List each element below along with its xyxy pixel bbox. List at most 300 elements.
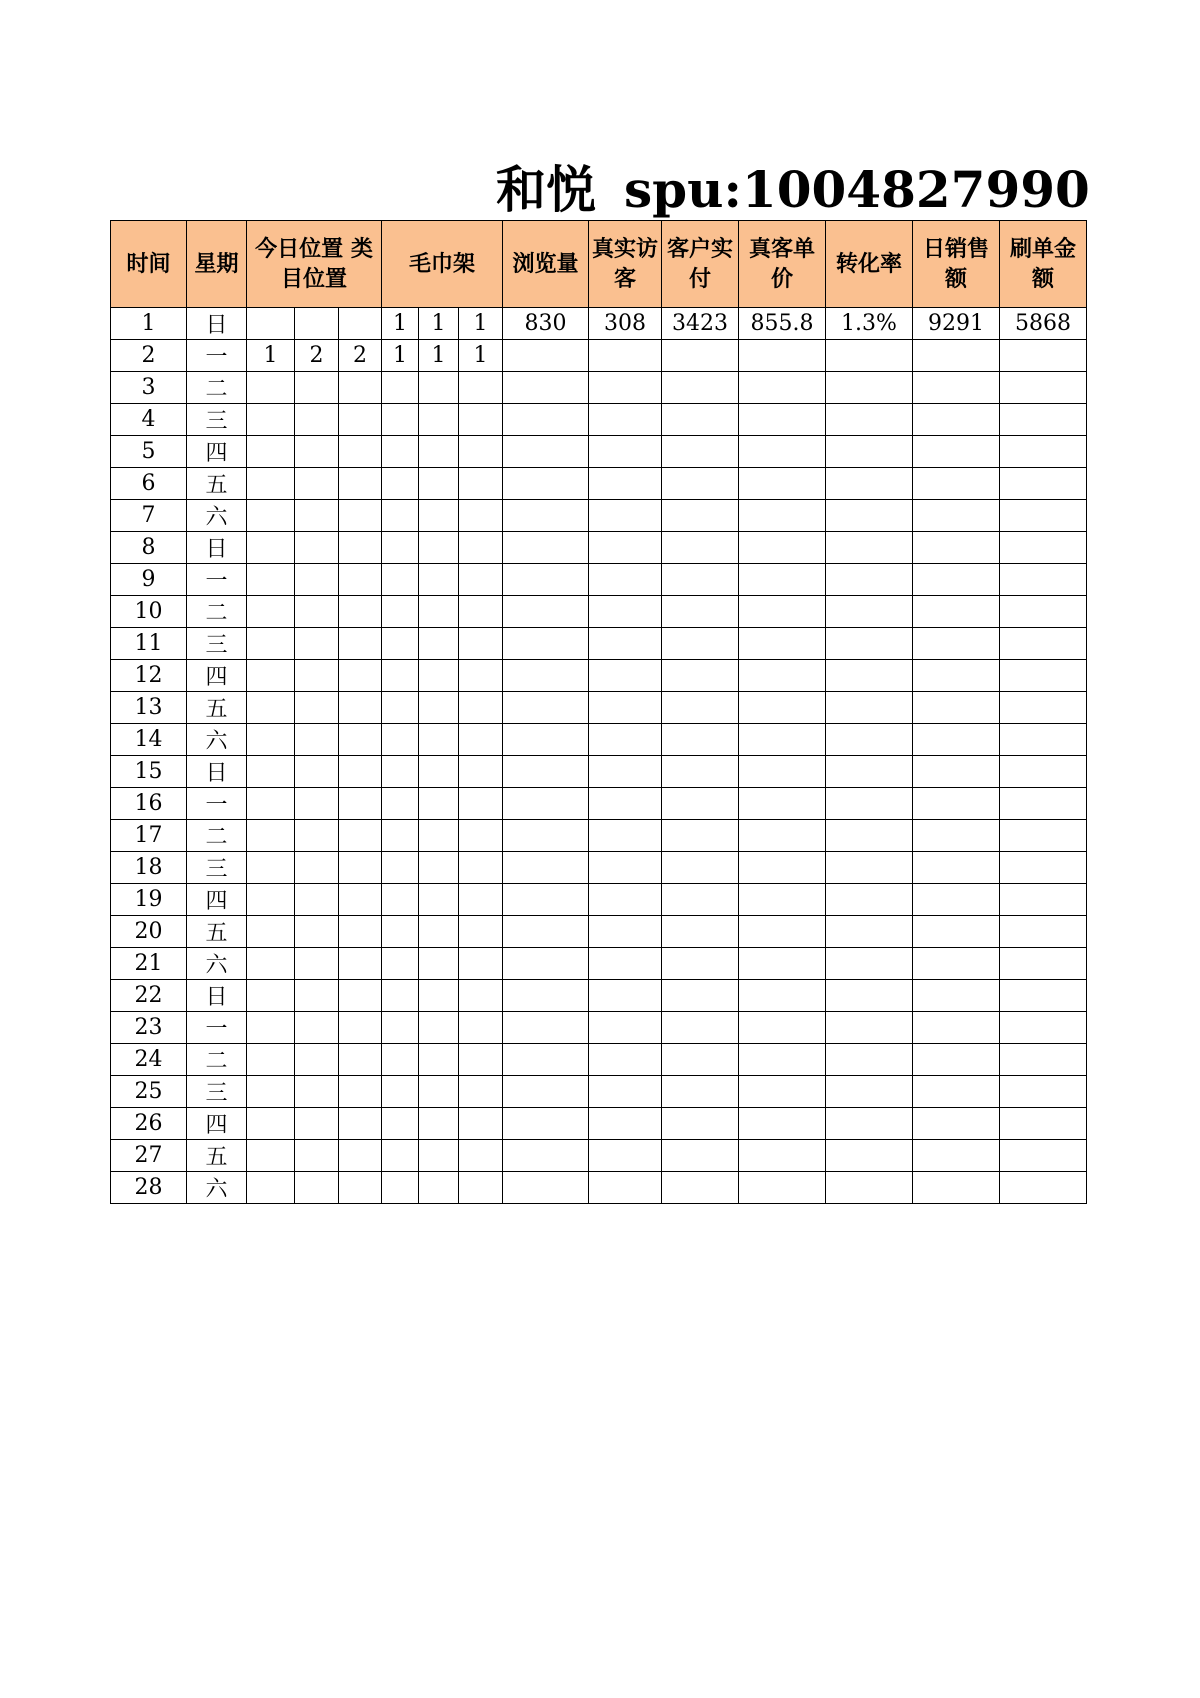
cell-rack-1 xyxy=(382,660,419,692)
header-position: 今日位置 类目位置 xyxy=(247,221,382,308)
header-customer-paid: 客户实付 xyxy=(662,221,739,308)
cell-avg-order xyxy=(739,628,826,660)
cell-customer-paid xyxy=(662,1076,739,1108)
cell-daily-sales xyxy=(913,340,1000,372)
cell-daily-sales xyxy=(913,884,1000,916)
cell-daily-sales xyxy=(913,756,1000,788)
cell-customer-paid xyxy=(662,724,739,756)
cell-brush-amount xyxy=(1000,692,1087,724)
cell-position-1 xyxy=(247,468,295,500)
cell-customer-paid xyxy=(662,788,739,820)
cell-rack-3 xyxy=(459,404,503,436)
cell-weekday: 日 xyxy=(187,756,247,788)
table-row xyxy=(111,532,1087,564)
cell-avg-order xyxy=(739,532,826,564)
cell-conversion xyxy=(826,564,913,596)
cell-real-visitors xyxy=(589,1140,662,1172)
cell-conversion xyxy=(826,1172,913,1204)
cell-position-1 xyxy=(247,692,295,724)
cell-weekday: 二 xyxy=(187,1044,247,1076)
cell-real-visitors xyxy=(589,532,662,564)
cell-conversion xyxy=(826,948,913,980)
cell-rack-2 xyxy=(419,628,459,660)
cell-customer-paid xyxy=(662,948,739,980)
cell-position-2 xyxy=(295,404,339,436)
cell-brush-amount xyxy=(1000,1108,1087,1140)
cell-day: 7 xyxy=(111,500,187,532)
cell-weekday: 五 xyxy=(187,692,247,724)
cell-position-1 xyxy=(247,756,295,788)
cell-rack-3 xyxy=(459,916,503,948)
table-row xyxy=(111,1172,1087,1204)
cell-customer-paid xyxy=(662,916,739,948)
cell-rack-1 xyxy=(382,1172,419,1204)
cell-daily-sales xyxy=(913,980,1000,1012)
cell-position-1 xyxy=(247,1108,295,1140)
table-row xyxy=(111,948,1087,980)
cell-rack-1 xyxy=(382,756,419,788)
cell-avg-order xyxy=(739,436,826,468)
cell-conversion xyxy=(826,1012,913,1044)
cell-day: 18 xyxy=(111,852,187,884)
table-row xyxy=(111,756,1087,788)
cell-avg-order xyxy=(739,788,826,820)
cell-position-2 xyxy=(295,628,339,660)
cell-position-2 xyxy=(295,436,339,468)
cell-position-3 xyxy=(339,852,382,884)
table-row xyxy=(111,372,1087,404)
cell-day: 23 xyxy=(111,1012,187,1044)
cell-daily-sales xyxy=(913,1044,1000,1076)
cell-rack-2 xyxy=(419,372,459,404)
cell-customer-paid xyxy=(662,1172,739,1204)
cell-position-3 xyxy=(339,404,382,436)
cell-rack-2 xyxy=(419,1108,459,1140)
cell-day: 20 xyxy=(111,916,187,948)
cell-weekday: 六 xyxy=(187,724,247,756)
cell-day: 5 xyxy=(111,436,187,468)
cell-brush-amount xyxy=(1000,628,1087,660)
cell-rack-1 xyxy=(382,980,419,1012)
cell-conversion xyxy=(826,404,913,436)
cell-real-visitors xyxy=(589,596,662,628)
cell-weekday: 二 xyxy=(187,820,247,852)
cell-conversion xyxy=(826,852,913,884)
cell-position-2 xyxy=(295,724,339,756)
cell-views xyxy=(503,468,589,500)
cell-position-2 xyxy=(295,660,339,692)
cell-rack-2 xyxy=(419,596,459,628)
cell-rack-3 xyxy=(459,628,503,660)
cell-real-visitors xyxy=(589,436,662,468)
cell-real-visitors xyxy=(589,372,662,404)
cell-rack-2 xyxy=(419,788,459,820)
cell-rack-2 xyxy=(419,404,459,436)
cell-position-2: 2 xyxy=(295,340,339,372)
cell-daily-sales xyxy=(913,532,1000,564)
cell-rack-3 xyxy=(459,948,503,980)
header-weekday: 星期 xyxy=(187,221,247,308)
table-row xyxy=(111,980,1087,1012)
cell-day: 3 xyxy=(111,372,187,404)
cell-rack-3 xyxy=(459,436,503,468)
cell-views xyxy=(503,916,589,948)
cell-avg-order xyxy=(739,500,826,532)
cell-avg-order xyxy=(739,1108,826,1140)
cell-rack-2 xyxy=(419,500,459,532)
cell-avg-order: 855.8 xyxy=(739,308,826,340)
cell-rack-1 xyxy=(382,436,419,468)
cell-views xyxy=(503,500,589,532)
cell-avg-order xyxy=(739,372,826,404)
cell-customer-paid xyxy=(662,372,739,404)
cell-position-1 xyxy=(247,532,295,564)
cell-rack-2 xyxy=(419,1044,459,1076)
cell-real-visitors xyxy=(589,1172,662,1204)
cell-rack-1 xyxy=(382,564,419,596)
cell-position-2 xyxy=(295,1044,339,1076)
cell-real-visitors xyxy=(589,692,662,724)
cell-avg-order xyxy=(739,340,826,372)
cell-brush-amount xyxy=(1000,916,1087,948)
cell-real-visitors xyxy=(589,916,662,948)
cell-real-visitors xyxy=(589,724,662,756)
cell-weekday: 五 xyxy=(187,916,247,948)
cell-daily-sales xyxy=(913,628,1000,660)
table-row xyxy=(111,468,1087,500)
cell-position-1 xyxy=(247,308,295,340)
cell-rack-3 xyxy=(459,852,503,884)
cell-brush-amount xyxy=(1000,756,1087,788)
cell-position-1 xyxy=(247,724,295,756)
cell-views xyxy=(503,660,589,692)
cell-avg-order xyxy=(739,852,826,884)
cell-conversion xyxy=(826,756,913,788)
cell-rack-1 xyxy=(382,1012,419,1044)
cell-conversion xyxy=(826,980,913,1012)
cell-real-visitors xyxy=(589,852,662,884)
cell-position-3 xyxy=(339,724,382,756)
cell-day: 8 xyxy=(111,532,187,564)
cell-rack-1 xyxy=(382,372,419,404)
cell-views xyxy=(503,852,589,884)
cell-position-3 xyxy=(339,532,382,564)
table-row xyxy=(111,596,1087,628)
cell-rack-3 xyxy=(459,756,503,788)
cell-customer-paid xyxy=(662,852,739,884)
table-row xyxy=(111,1012,1087,1044)
cell-position-3 xyxy=(339,1108,382,1140)
cell-position-1 xyxy=(247,1044,295,1076)
cell-avg-order xyxy=(739,1076,826,1108)
cell-weekday: 二 xyxy=(187,372,247,404)
cell-rack-2 xyxy=(419,724,459,756)
header-towel-rack: 毛巾架 xyxy=(382,221,503,308)
cell-conversion xyxy=(826,692,913,724)
cell-avg-order xyxy=(739,1044,826,1076)
cell-rack-2: 1 xyxy=(419,340,459,372)
cell-position-2 xyxy=(295,308,339,340)
cell-day: 27 xyxy=(111,1140,187,1172)
cell-position-2 xyxy=(295,1012,339,1044)
cell-day: 12 xyxy=(111,660,187,692)
cell-brush-amount xyxy=(1000,852,1087,884)
cell-brush-amount xyxy=(1000,948,1087,980)
cell-day: 2 xyxy=(111,340,187,372)
cell-customer-paid xyxy=(662,404,739,436)
cell-brush-amount xyxy=(1000,468,1087,500)
cell-avg-order xyxy=(739,724,826,756)
cell-position-3 xyxy=(339,564,382,596)
cell-rack-3 xyxy=(459,1140,503,1172)
cell-position-2 xyxy=(295,468,339,500)
cell-daily-sales xyxy=(913,1012,1000,1044)
cell-weekday: 一 xyxy=(187,564,247,596)
cell-real-visitors xyxy=(589,788,662,820)
cell-brush-amount xyxy=(1000,436,1087,468)
cell-real-visitors xyxy=(589,564,662,596)
cell-daily-sales xyxy=(913,500,1000,532)
cell-daily-sales xyxy=(913,468,1000,500)
cell-rack-3 xyxy=(459,596,503,628)
title-spu: spu:1004827990 xyxy=(624,160,1090,219)
table-row xyxy=(111,436,1087,468)
cell-views xyxy=(503,756,589,788)
cell-position-2 xyxy=(295,532,339,564)
cell-views xyxy=(503,404,589,436)
cell-rack-1 xyxy=(382,404,419,436)
sheet-title xyxy=(496,160,1090,220)
cell-position-1 xyxy=(247,916,295,948)
cell-views xyxy=(503,1044,589,1076)
cell-weekday: 三 xyxy=(187,628,247,660)
cell-customer-paid xyxy=(662,756,739,788)
header-daily-sales: 日销售额 xyxy=(913,221,1000,308)
cell-position-3: 2 xyxy=(339,340,382,372)
cell-position-3 xyxy=(339,756,382,788)
cell-conversion xyxy=(826,596,913,628)
cell-position-2 xyxy=(295,1108,339,1140)
cell-real-visitors xyxy=(589,884,662,916)
cell-rack-2 xyxy=(419,884,459,916)
cell-position-1 xyxy=(247,564,295,596)
cell-avg-order xyxy=(739,468,826,500)
cell-daily-sales: 9291 xyxy=(913,308,1000,340)
cell-conversion xyxy=(826,532,913,564)
cell-rack-2 xyxy=(419,532,459,564)
cell-views xyxy=(503,1172,589,1204)
cell-position-2 xyxy=(295,372,339,404)
cell-customer-paid xyxy=(662,436,739,468)
cell-conversion xyxy=(826,1140,913,1172)
table-row xyxy=(111,852,1087,884)
cell-rack-2 xyxy=(419,1172,459,1204)
cell-rack-1 xyxy=(382,724,419,756)
cell-views xyxy=(503,340,589,372)
cell-position-1 xyxy=(247,628,295,660)
header-row xyxy=(111,221,1087,308)
table-row xyxy=(111,564,1087,596)
table-row xyxy=(111,788,1087,820)
cell-day: 1 xyxy=(111,308,187,340)
cell-position-3 xyxy=(339,1172,382,1204)
cell-rack-3 xyxy=(459,820,503,852)
cell-daily-sales xyxy=(913,596,1000,628)
cell-customer-paid xyxy=(662,692,739,724)
cell-daily-sales xyxy=(913,1108,1000,1140)
cell-rack-3 xyxy=(459,564,503,596)
cell-real-visitors xyxy=(589,500,662,532)
cell-views xyxy=(503,372,589,404)
cell-rack-1 xyxy=(382,916,419,948)
cell-day: 14 xyxy=(111,724,187,756)
cell-position-3 xyxy=(339,468,382,500)
cell-position-3 xyxy=(339,596,382,628)
cell-position-1 xyxy=(247,596,295,628)
cell-avg-order xyxy=(739,884,826,916)
table-body xyxy=(111,308,1087,1204)
cell-rack-1: 1 xyxy=(382,308,419,340)
table-row xyxy=(111,1076,1087,1108)
cell-brush-amount xyxy=(1000,532,1087,564)
cell-customer-paid xyxy=(662,340,739,372)
cell-position-1 xyxy=(247,1076,295,1108)
cell-rack-1 xyxy=(382,948,419,980)
cell-position-3 xyxy=(339,980,382,1012)
cell-rack-3 xyxy=(459,1076,503,1108)
cell-conversion xyxy=(826,1108,913,1140)
cell-weekday: 六 xyxy=(187,1172,247,1204)
cell-brush-amount: 5868 xyxy=(1000,308,1087,340)
cell-rack-2 xyxy=(419,436,459,468)
cell-position-3 xyxy=(339,1012,382,1044)
table-row xyxy=(111,660,1087,692)
title-name: 和悦 xyxy=(496,160,596,219)
cell-rack-2 xyxy=(419,1076,459,1108)
cell-rack-1 xyxy=(382,820,419,852)
cell-real-visitors xyxy=(589,980,662,1012)
cell-position-2 xyxy=(295,564,339,596)
cell-real-visitors xyxy=(589,660,662,692)
cell-customer-paid xyxy=(662,1012,739,1044)
cell-rack-1 xyxy=(382,1140,419,1172)
cell-rack-3 xyxy=(459,1012,503,1044)
cell-day: 21 xyxy=(111,948,187,980)
cell-avg-order xyxy=(739,948,826,980)
cell-rack-2 xyxy=(419,564,459,596)
cell-rack-3 xyxy=(459,884,503,916)
table-row xyxy=(111,1044,1087,1076)
cell-brush-amount xyxy=(1000,340,1087,372)
cell-rack-3 xyxy=(459,468,503,500)
cell-real-visitors xyxy=(589,628,662,660)
cell-position-2 xyxy=(295,1172,339,1204)
cell-daily-sales xyxy=(913,404,1000,436)
cell-rack-1 xyxy=(382,1044,419,1076)
cell-rack-2 xyxy=(419,916,459,948)
cell-position-1 xyxy=(247,980,295,1012)
cell-position-1 xyxy=(247,404,295,436)
cell-brush-amount xyxy=(1000,500,1087,532)
cell-brush-amount xyxy=(1000,884,1087,916)
cell-rack-3 xyxy=(459,788,503,820)
cell-weekday: 四 xyxy=(187,436,247,468)
cell-avg-order xyxy=(739,980,826,1012)
cell-customer-paid xyxy=(662,1044,739,1076)
cell-position-2 xyxy=(295,852,339,884)
cell-brush-amount xyxy=(1000,820,1087,852)
cell-position-1: 1 xyxy=(247,340,295,372)
table-row xyxy=(111,340,1087,372)
cell-position-1 xyxy=(247,500,295,532)
cell-rack-2 xyxy=(419,692,459,724)
cell-conversion xyxy=(826,340,913,372)
cell-conversion xyxy=(826,1076,913,1108)
cell-views xyxy=(503,564,589,596)
cell-daily-sales xyxy=(913,1140,1000,1172)
cell-views: 830 xyxy=(503,308,589,340)
cell-position-2 xyxy=(295,596,339,628)
cell-weekday: 一 xyxy=(187,788,247,820)
cell-brush-amount xyxy=(1000,660,1087,692)
cell-rack-1 xyxy=(382,596,419,628)
cell-day: 28 xyxy=(111,1172,187,1204)
header-real-visitors: 真实访客 xyxy=(589,221,662,308)
cell-position-2 xyxy=(295,884,339,916)
cell-avg-order xyxy=(739,916,826,948)
cell-avg-order xyxy=(739,1172,826,1204)
cell-real-visitors xyxy=(589,340,662,372)
cell-rack-1 xyxy=(382,1076,419,1108)
cell-position-1 xyxy=(247,372,295,404)
header-time: 时间 xyxy=(111,221,187,308)
cell-real-visitors xyxy=(589,756,662,788)
cell-position-3 xyxy=(339,820,382,852)
cell-rack-3: 1 xyxy=(459,340,503,372)
cell-customer-paid xyxy=(662,980,739,1012)
table-row xyxy=(111,500,1087,532)
table-row xyxy=(111,1140,1087,1172)
cell-conversion xyxy=(826,1044,913,1076)
cell-conversion: 1.3% xyxy=(826,308,913,340)
cell-real-visitors xyxy=(589,404,662,436)
table-row xyxy=(111,308,1087,340)
cell-conversion xyxy=(826,468,913,500)
cell-views xyxy=(503,1076,589,1108)
cell-real-visitors xyxy=(589,1012,662,1044)
cell-position-1 xyxy=(247,884,295,916)
cell-rack-2 xyxy=(419,852,459,884)
cell-customer-paid xyxy=(662,820,739,852)
cell-brush-amount xyxy=(1000,596,1087,628)
header-brush-amount: 刷单金额 xyxy=(1000,221,1087,308)
table-row xyxy=(111,724,1087,756)
cell-conversion xyxy=(826,788,913,820)
header-views: 浏览量 xyxy=(503,221,589,308)
cell-views xyxy=(503,436,589,468)
cell-position-3 xyxy=(339,884,382,916)
cell-day: 15 xyxy=(111,756,187,788)
cell-views xyxy=(503,628,589,660)
cell-customer-paid xyxy=(662,660,739,692)
cell-day: 17 xyxy=(111,820,187,852)
cell-position-2 xyxy=(295,916,339,948)
cell-position-2 xyxy=(295,500,339,532)
cell-weekday: 六 xyxy=(187,500,247,532)
cell-rack-3 xyxy=(459,532,503,564)
cell-brush-amount xyxy=(1000,1172,1087,1204)
table-row xyxy=(111,692,1087,724)
